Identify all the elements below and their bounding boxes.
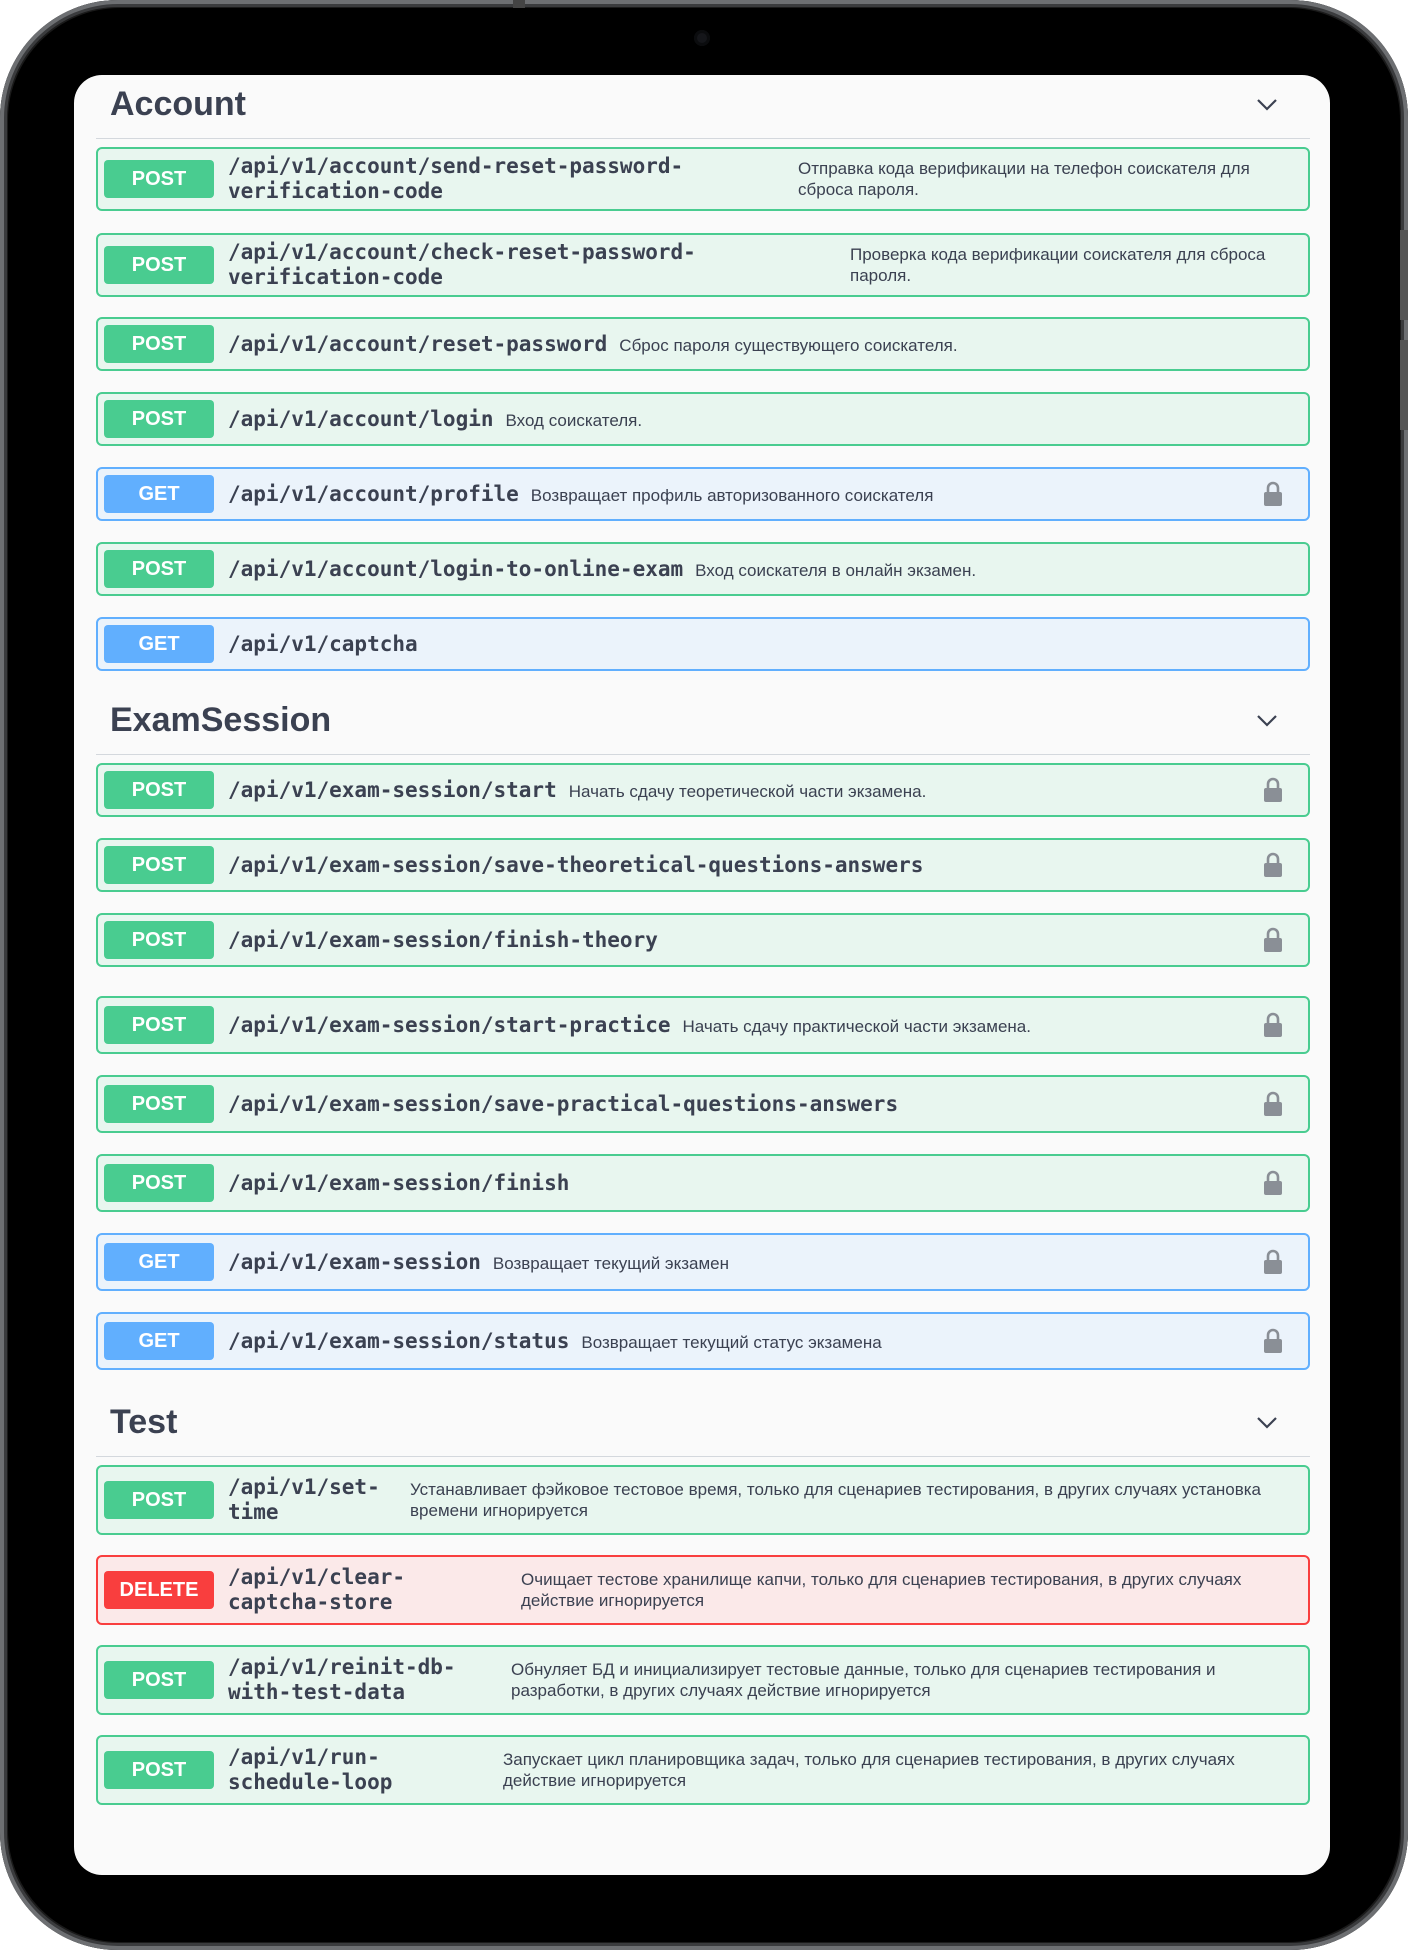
endpoint-path-line: /api/v1/run-: [228, 1745, 380, 1769]
section-header[interactable]: [96, 75, 1310, 139]
method-badge-post: POST: [104, 246, 214, 284]
method-badge-post: POST: [104, 771, 214, 809]
method-badge-delete: DELETE: [104, 1571, 214, 1609]
endpoint-path[interactable]: [228, 1475, 380, 1525]
chevron-down-icon[interactable]: [1256, 93, 1278, 115]
hardware-button: [1400, 340, 1408, 430]
chevron-down-icon[interactable]: [1256, 709, 1278, 731]
operation-row[interactable]: [96, 996, 1310, 1054]
endpoint-path-line: /api/v1/exam-session/save-practical-questions-answers: [228, 1091, 899, 1116]
section-header[interactable]: [96, 1393, 1310, 1457]
endpoint-description: Устанавливает фэйковое тестовое время, только для сценариев тестирования, в других случаях установка времени игнорируется: [410, 1480, 1261, 1520]
endpoint-path-line: /api/v1/account/login-to-online-exam: [228, 556, 684, 581]
section-header[interactable]: [96, 691, 1310, 755]
endpoint-path[interactable]: [228, 154, 683, 204]
endpoint-path-line: verification-code: [228, 179, 443, 203]
method-badge-post: POST: [104, 550, 214, 588]
endpoint-path[interactable]: [228, 1329, 569, 1354]
operation-row[interactable]: [96, 617, 1310, 671]
operation-row[interactable]: [96, 1233, 1310, 1291]
lock-icon[interactable]: [1262, 851, 1284, 879]
endpoint-path-line: /api/v1/captcha: [228, 631, 418, 656]
method-badge-post: POST: [104, 921, 214, 959]
endpoint-description: Сброс пароля существующего соискателя.: [619, 335, 958, 355]
endpoint-path[interactable]: [228, 778, 557, 803]
section-examsession: [96, 691, 1310, 1353]
endpoint-path[interactable]: [228, 1745, 392, 1795]
endpoint-description: Очищает тестове хранилище капчи, только для сценариев тестирования, в других случаях действие игнорируется: [521, 1570, 1242, 1610]
section-account: [96, 75, 1310, 656]
endpoint-path[interactable]: [228, 407, 494, 432]
section-test: [96, 1393, 1310, 1794]
endpoint-path[interactable]: [228, 240, 696, 290]
endpoint-path-line: /api/v1/reinit-db-: [228, 1655, 456, 1679]
endpoint-path[interactable]: [228, 853, 923, 878]
endpoint-path[interactable]: [228, 332, 607, 357]
endpoint-description: Начать сдачу практической части экзамена.: [682, 1016, 1031, 1036]
endpoint-path-line: verification-code: [228, 265, 443, 289]
endpoint-path[interactable]: [228, 1092, 898, 1117]
endpoint-description: Вход соискателя.: [505, 410, 643, 430]
endpoint-path[interactable]: [228, 482, 519, 507]
endpoint-path-line: captcha-store: [228, 1590, 393, 1614]
section-title: Test: [110, 1403, 178, 1441]
lock-icon[interactable]: [1262, 1169, 1284, 1197]
endpoint-path-line: /api/v1/account/reset-password: [228, 331, 608, 356]
operation-row[interactable]: [96, 1075, 1310, 1133]
section-title: Account: [110, 85, 246, 123]
operation-row[interactable]: [96, 392, 1310, 446]
operation-row[interactable]: [96, 233, 1310, 297]
lock-icon[interactable]: [1262, 1090, 1284, 1118]
operation-row[interactable]: [96, 467, 1310, 521]
method-badge-post: POST: [104, 1006, 214, 1044]
method-badge-post: POST: [104, 1164, 214, 1202]
camera: [694, 30, 710, 46]
lock-icon[interactable]: [1262, 1327, 1284, 1355]
endpoint-path-line: /api/v1/account/profile: [228, 481, 519, 506]
endpoint-path-line: /api/v1/exam-session/save-theoretical-questions-answers: [228, 852, 924, 877]
endpoint-path-line: /api/v1/exam-session/finish: [228, 1170, 570, 1195]
endpoint-path-line: /api/v1/clear-: [228, 1565, 406, 1589]
method-badge-post: POST: [104, 1481, 214, 1519]
operation-row[interactable]: [96, 763, 1310, 817]
chevron-down-icon[interactable]: [1256, 1411, 1278, 1433]
endpoint-path-line: /api/v1/exam-session/start: [228, 777, 557, 802]
endpoint-path-line: time: [228, 1500, 279, 1524]
operation-row[interactable]: [96, 1645, 1310, 1715]
lock-icon[interactable]: [1262, 1011, 1284, 1039]
operation-row[interactable]: [96, 542, 1310, 596]
endpoint-path-line: with-test-data: [228, 1680, 406, 1704]
endpoint-path-line: /api/v1/exam-session/status: [228, 1328, 570, 1353]
endpoint-description: Начать сдачу теоретической части экзамена.: [568, 781, 927, 801]
method-badge-post: POST: [104, 400, 214, 438]
operation-row[interactable]: [96, 838, 1310, 892]
endpoint-description: Возвращает текущий статус экзамена: [581, 1332, 882, 1352]
method-badge-post: POST: [104, 160, 214, 198]
method-badge-post: POST: [104, 1661, 214, 1699]
operation-row[interactable]: [96, 1735, 1310, 1805]
endpoint-path-line: /api/v1/set-: [228, 1475, 380, 1499]
method-badge-post: POST: [104, 846, 214, 884]
endpoint-description: Возвращает текущий экзамен: [492, 1253, 730, 1273]
endpoint-path[interactable]: [228, 1013, 671, 1038]
endpoint-path-line: /api/v1/account/send-reset-password-: [228, 154, 684, 178]
section-title: ExamSession: [110, 701, 332, 739]
endpoint-path-line: /api/v1/account/check-reset-password-: [228, 240, 696, 264]
endpoint-path-line: /api/v1/account/login: [228, 406, 494, 431]
endpoint-path[interactable]: [228, 1250, 481, 1275]
endpoint-description: Обнуляет БД и инициализирует тестовые данные, только для сценариев тестирования и разработки, в других случаях действие игнорируется: [511, 1660, 1216, 1700]
endpoint-path-line: /api/v1/exam-session/finish-theory: [228, 927, 658, 952]
endpoint-path[interactable]: [228, 557, 683, 582]
endpoint-path[interactable]: [228, 1655, 456, 1705]
endpoint-path[interactable]: [228, 1565, 405, 1615]
swagger-screen: [74, 75, 1330, 1875]
lock-icon[interactable]: [1262, 1248, 1284, 1276]
endpoint-path-line: schedule-loop: [228, 1770, 393, 1794]
method-badge-post: POST: [104, 1085, 214, 1123]
operation-row[interactable]: [96, 1465, 1310, 1535]
endpoint-description: Возвращает профиль авторизованного соискателя: [530, 485, 934, 505]
endpoint-description: Вход соискателя в онлайн экзамен.: [695, 560, 977, 580]
lock-icon[interactable]: [1262, 776, 1284, 804]
endpoint-path[interactable]: [228, 632, 418, 657]
method-badge-get: GET: [104, 1243, 214, 1281]
endpoint-path-line: /api/v1/exam-session/start-practice: [228, 1012, 671, 1037]
operation-row[interactable]: [96, 1154, 1310, 1212]
method-badge-get: GET: [104, 1322, 214, 1360]
method-badge-get: GET: [104, 625, 214, 663]
endpoint-path[interactable]: [228, 928, 658, 953]
endpoint-description: Запускает цикл планировщика задач, только для сценариев тестирования, в других случаях действие игнорируется: [503, 1750, 1235, 1790]
endpoint-path-line: /api/v1/exam-session: [228, 1249, 481, 1274]
endpoint-description: Проверка кода верификации соискателя для сброса пароля.: [850, 245, 1266, 285]
method-badge-post: POST: [104, 1751, 214, 1789]
lock-icon[interactable]: [1262, 926, 1284, 954]
endpoint-description: Отправка кода верификации на телефон соискателя для сброса пароля.: [798, 159, 1250, 199]
method-badge-post: POST: [104, 325, 214, 363]
operation-row[interactable]: [96, 913, 1310, 967]
method-badge-get: GET: [104, 475, 214, 513]
operation-row[interactable]: [96, 147, 1310, 211]
operation-row[interactable]: [96, 1555, 1310, 1625]
operation-row[interactable]: [96, 317, 1310, 371]
lock-icon[interactable]: [1262, 480, 1284, 508]
hardware-button: [1400, 230, 1408, 320]
operation-row[interactable]: [96, 1312, 1310, 1370]
endpoint-path[interactable]: [228, 1171, 569, 1196]
